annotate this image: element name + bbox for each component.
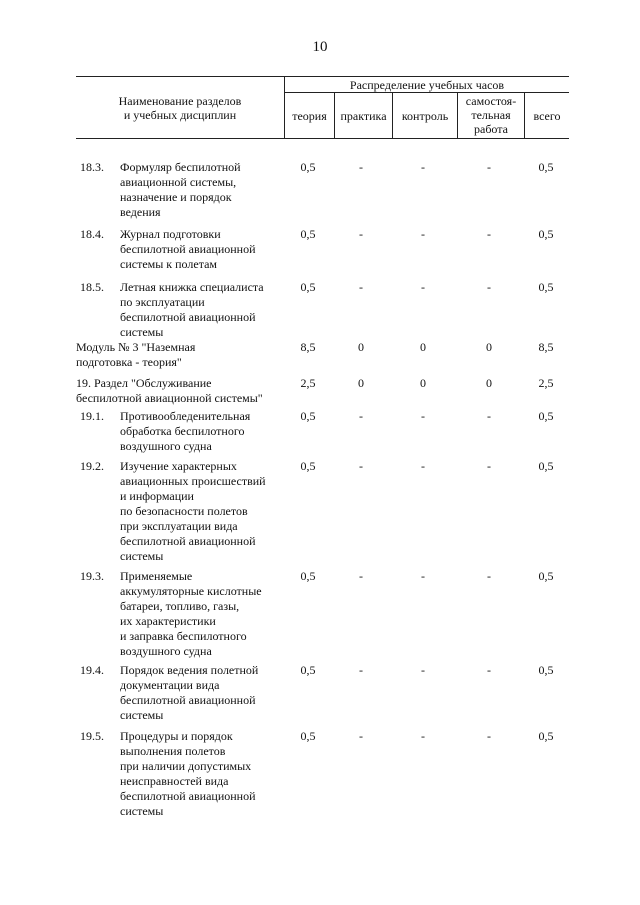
name-line: беспилотной авиационной xyxy=(120,310,256,324)
discipline-name xyxy=(120,459,282,564)
name-line: Применяемые xyxy=(120,569,193,583)
name-line: ведения xyxy=(120,205,161,219)
value-theory: 8,5 xyxy=(300,340,316,354)
name-line: системы xyxy=(120,708,164,722)
name-line: документации вида xyxy=(120,678,220,692)
value-total: 0,5 xyxy=(538,280,554,294)
value-practice: - xyxy=(359,663,363,677)
name-line: Модуль № 3 "Наземная xyxy=(76,340,196,354)
name-line: по эксплуатации xyxy=(120,295,205,309)
row-number: 19.1. xyxy=(80,409,104,423)
value-practice: 0 xyxy=(358,340,364,354)
name-line: назначение и порядок xyxy=(120,190,232,204)
name-line: беспилотной авиационной системы" xyxy=(76,391,263,405)
header-self-study xyxy=(458,94,524,136)
value-total: 0,5 xyxy=(538,459,554,473)
value-self-study: 0 xyxy=(486,376,492,390)
discipline-name xyxy=(120,569,282,659)
header-self-line: работа xyxy=(474,122,508,136)
value-total: 0,5 xyxy=(538,569,554,583)
name-line: аккумуляторные кислотные xyxy=(120,584,262,598)
value-self-study: - xyxy=(487,409,491,423)
row-number: 18.5. xyxy=(80,280,104,294)
value-self-study: - xyxy=(487,569,491,583)
value-control: - xyxy=(421,663,425,677)
value-control: - xyxy=(421,409,425,423)
name-line: Формуляр беспилотной xyxy=(120,160,241,174)
name-line: авиационной системы, xyxy=(120,175,237,189)
value-self-study: - xyxy=(487,729,491,743)
name-line: по безопасности полетов xyxy=(120,504,248,518)
value-control: - xyxy=(421,729,425,743)
name-line: подготовка - теория" xyxy=(76,355,182,369)
row-number: 18.4. xyxy=(80,227,104,241)
value-theory: 0,5 xyxy=(300,409,316,423)
discipline-name xyxy=(120,160,282,220)
value-control: - xyxy=(421,227,425,241)
name-line: авиационных происшествий xyxy=(120,474,266,488)
header-bottom-rule xyxy=(76,138,569,139)
header-self-line: тельная xyxy=(471,108,511,122)
header-name-column xyxy=(80,94,280,122)
value-control: 0 xyxy=(420,376,426,390)
value-total: 0,5 xyxy=(538,729,554,743)
name-line: беспилотной авиационной xyxy=(120,534,256,548)
value-self-study: - xyxy=(487,160,491,174)
header-practice: практика xyxy=(340,109,387,123)
name-line: и информации xyxy=(120,489,194,503)
value-total: 0,5 xyxy=(538,160,554,174)
value-self-study: - xyxy=(487,280,491,294)
value-theory: 0,5 xyxy=(300,160,316,174)
header-control: контроль xyxy=(401,109,449,123)
name-line: воздушного судна xyxy=(120,644,212,658)
value-self-study: - xyxy=(487,459,491,473)
name-line: системы к полетам xyxy=(120,257,218,271)
name-line: при эксплуатации вида xyxy=(120,519,238,533)
page-number: 10 xyxy=(312,39,328,55)
value-theory: 2,5 xyxy=(300,376,316,390)
discipline-name xyxy=(120,729,282,819)
value-total: 2,5 xyxy=(538,376,554,390)
value-control: 0 xyxy=(420,340,426,354)
name-line: Противообледенительная xyxy=(120,409,251,423)
header-name-line: Наименование разделов xyxy=(118,94,242,108)
value-self-study: - xyxy=(487,227,491,241)
row-number: 19.5. xyxy=(80,729,104,743)
value-practice: - xyxy=(359,729,363,743)
value-practice: - xyxy=(359,280,363,294)
row-number: 18.3. xyxy=(80,160,104,174)
value-control: - xyxy=(421,569,425,583)
name-line: Изучение характерных xyxy=(120,459,237,473)
value-practice: - xyxy=(359,409,363,423)
value-total: 0,5 xyxy=(538,663,554,677)
value-control: - xyxy=(421,459,425,473)
name-line: беспилотной авиационной xyxy=(120,789,256,803)
discipline-name xyxy=(120,227,282,272)
value-practice: - xyxy=(359,569,363,583)
header-name-line: и учебных дисциплин xyxy=(123,108,237,122)
name-line: Процедуры и порядок xyxy=(120,729,233,743)
name-line: Летная книжка специалиста xyxy=(120,280,264,294)
discipline-name xyxy=(120,280,282,340)
value-practice: - xyxy=(359,160,363,174)
value-total: 8,5 xyxy=(538,340,554,354)
value-practice: 0 xyxy=(358,376,364,390)
name-line: и заправка беспилотного xyxy=(120,629,247,643)
header-top-rule xyxy=(76,76,569,77)
name-line: беспилотной авиационной xyxy=(120,693,256,707)
name-line: Журнал подготовки xyxy=(120,227,221,241)
name-line: их характеристики xyxy=(120,614,216,628)
name-line: воздушного судна xyxy=(120,439,212,453)
value-self-study: - xyxy=(487,663,491,677)
value-control: - xyxy=(421,160,425,174)
row-number: 19.2. xyxy=(80,459,104,473)
name-line: выполнения полетов xyxy=(120,744,226,758)
value-practice: - xyxy=(359,459,363,473)
value-total: 0,5 xyxy=(538,409,554,423)
value-self-study: 0 xyxy=(486,340,492,354)
name-line: системы xyxy=(120,325,164,339)
name-line: при наличии допустимых xyxy=(120,759,252,773)
name-line: системы xyxy=(120,549,164,563)
header-mid-rule xyxy=(284,92,569,93)
name-line: обработка беспилотного xyxy=(120,424,245,438)
value-practice: - xyxy=(359,227,363,241)
value-theory: 0,5 xyxy=(300,663,316,677)
value-theory: 0,5 xyxy=(300,569,316,583)
module-title xyxy=(76,376,286,406)
value-theory: 0,5 xyxy=(300,227,316,241)
name-line: Порядок ведения полетной xyxy=(120,663,259,677)
name-line: батареи, топливо, газы, xyxy=(120,599,240,613)
discipline-name xyxy=(120,409,282,454)
header-distribution: Распределение учебных часов xyxy=(349,78,505,92)
value-theory: 0,5 xyxy=(300,729,316,743)
name-line: беспилотной авиационной xyxy=(120,242,256,256)
header-theory: теория xyxy=(292,109,327,123)
row-number: 19.3. xyxy=(80,569,104,583)
value-control: - xyxy=(421,280,425,294)
name-line: системы xyxy=(120,804,164,818)
name-line: неисправностей вида xyxy=(120,774,229,788)
module-title xyxy=(76,340,286,370)
header-self-line: самостоя- xyxy=(465,94,517,108)
discipline-name xyxy=(120,663,282,723)
row-number: 19.4. xyxy=(80,663,104,677)
value-theory: 0,5 xyxy=(300,280,316,294)
header-total: всего xyxy=(533,109,561,123)
value-total: 0,5 xyxy=(538,227,554,241)
value-theory: 0,5 xyxy=(300,459,316,473)
name-line: 19. Раздел "Обслуживание xyxy=(76,376,212,390)
